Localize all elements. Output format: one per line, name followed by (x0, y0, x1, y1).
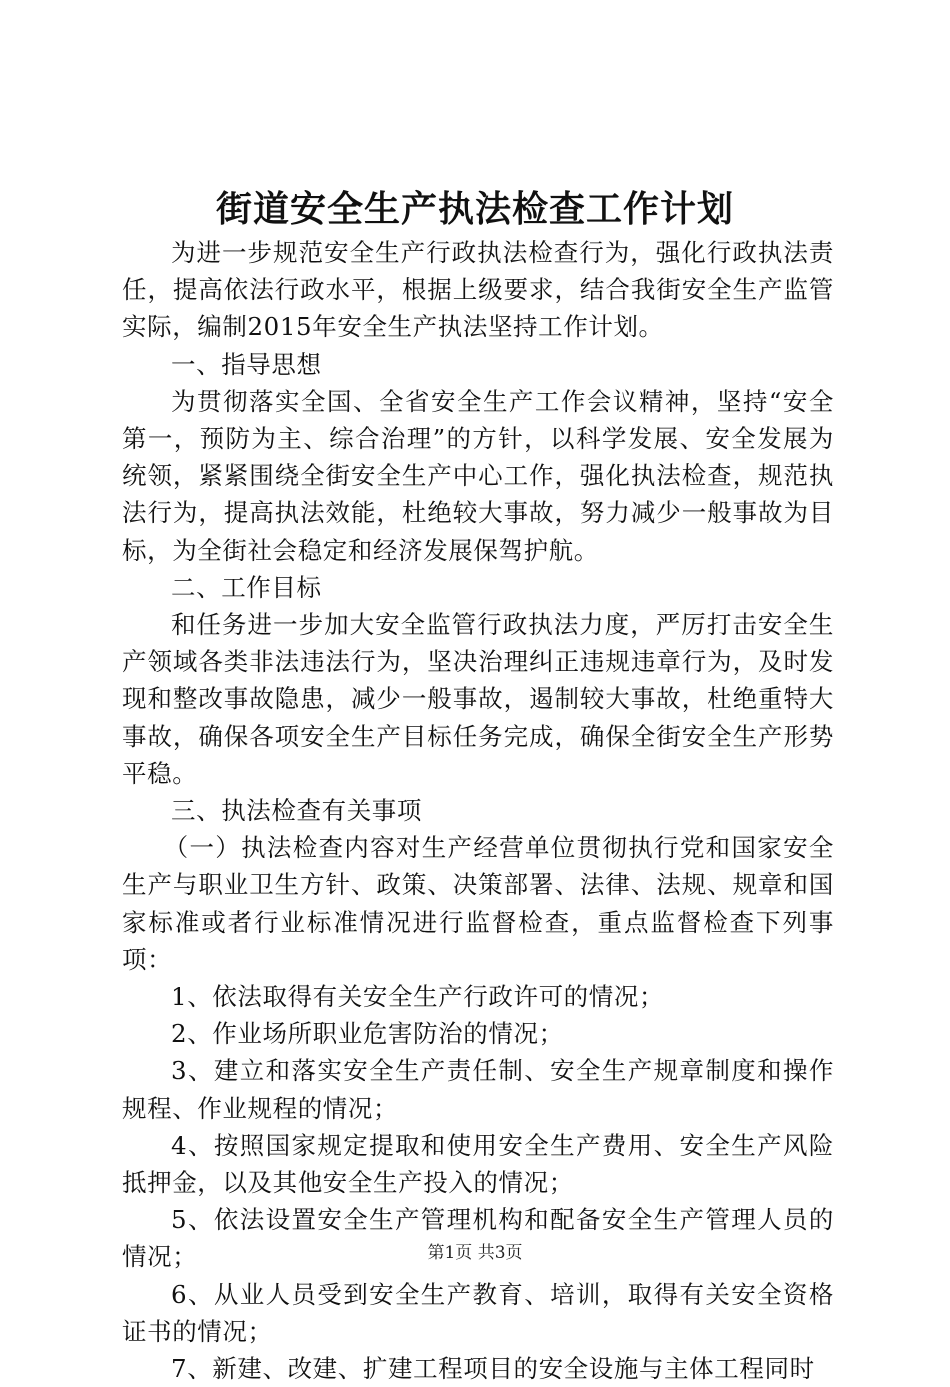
list-item: 1、依法取得有关安全生产行政许可的情况； (171, 982, 665, 1012)
page-number-footer: 第1页 共3页 (427, 1243, 523, 1263)
list-item: 6、从业人员受到安全生产教育、培训，取得有关安全资格证书的情况； (122, 1279, 834, 1346)
section-heading-inspection-matters: 三、执法检查有关事项 (171, 796, 422, 826)
intro-paragraph: 为进一步规范安全生产行政执法检查行为，强化行政执法责任，提高依法行政水平，根据上级要求，结合我街安全生产监管实际，编制2015年安全生产执法坚持工作计划。 (122, 238, 834, 342)
list-item: 3、建立和落实安全生产责任制、安全生产规章制度和操作规程、作业规程的情况； (122, 1056, 834, 1123)
guiding-ideology-paragraph: 为贯彻落实全国、全省安全生产工作会议精神，坚持“安全第一，预防为主、综合治理”的方针，以科学发展、安全发展为统领，紧紧围绕全街安全生产中心工作，强化执法检查，规范执法行为，提高执法效能，杜绝较大事故，努力减少一般事故为目标，为全街社会稳定和经济发展保驾护航。 (122, 386, 834, 565)
list-item: 7、新建、改建、扩建工程项目的安全设施与主体工程同时 (171, 1354, 815, 1384)
list-item: 5、依法设置安全生产管理机构和配备安全生产管理人员的情况； (122, 1205, 834, 1272)
work-goals-paragraph: 和任务进一步加大安全监管行政执法力度，严厉打击安全生产领域各类非法违法行为，坚决治理纠正违规违章行为，及时发现和整改事故隐患，减少一般事故，遏制较大事故，杜绝重特大事故，确保各项安全生产目标任务完成，确保全街安全生产形势平稳。 (122, 610, 834, 788)
inspection-content-paragraph: （一）执法检查内容对生产经营单位贯彻执行党和国家安全生产与职业卫生方针、政策、决策部署、法律、法规、规章和国家标准或者行业标准情况进行监督检查，重点监督检查下列事项： (122, 833, 834, 974)
list-item: 4、按照国家规定提取和使用安全生产费用、安全生产风险抵押金，以及其他安全生产投入的情况； (122, 1130, 834, 1198)
document-body (122, 234, 834, 1387)
section-heading-guiding-ideology: 一、指导思想 (171, 349, 322, 379)
section-heading-work-goals: 二、工作目标 (171, 572, 322, 602)
document-title: 街道安全生产执法检查工作计划 (215, 188, 734, 230)
list-item: 2、作业场所职业危害防治的情况； (171, 1019, 564, 1049)
